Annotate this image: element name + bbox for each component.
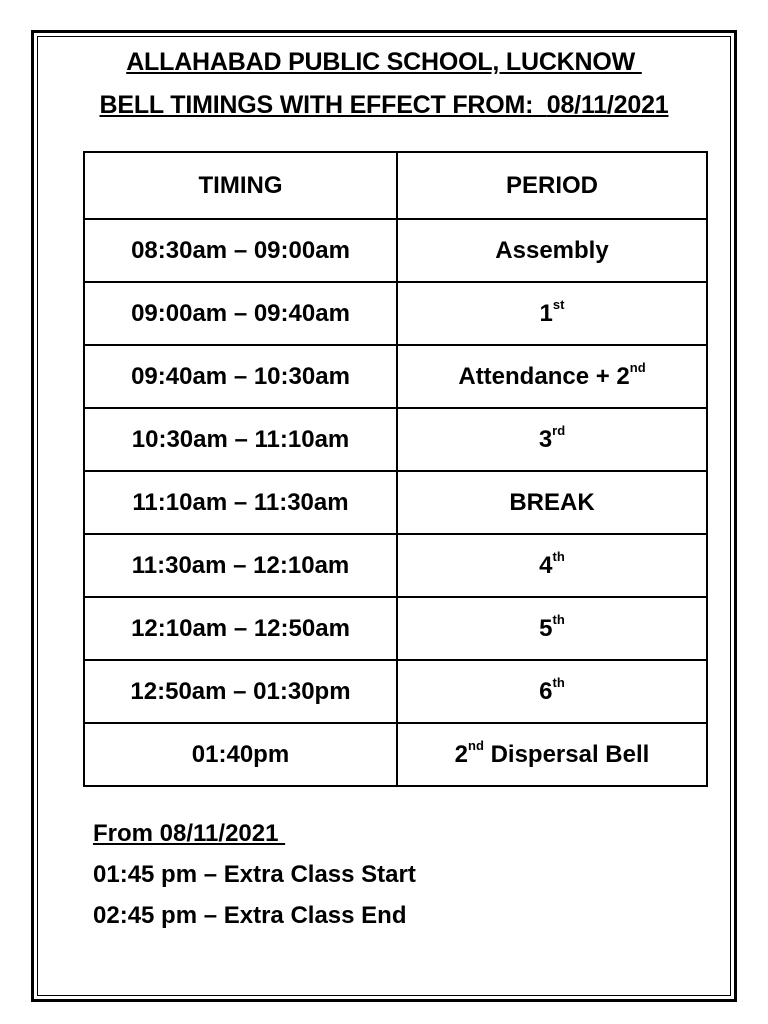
period-pre: 6 — [539, 677, 553, 705]
period-sup: th — [552, 674, 565, 690]
effective-date: 08/11/2021 — [546, 91, 669, 119]
column-header-timing: TIMING — [84, 152, 397, 219]
period-cell — [397, 723, 707, 786]
period-cell — [397, 471, 707, 534]
period-pre: 5 — [539, 614, 553, 642]
period-sup: th — [552, 548, 565, 564]
table-row — [84, 219, 707, 282]
table-row — [84, 282, 707, 345]
period-pre: Attendance + 2 — [458, 362, 630, 390]
timing-cell: 01:40pm — [84, 723, 397, 786]
notes-title: From 08/11/2021 — [93, 820, 286, 847]
table-row — [84, 723, 707, 786]
table-row — [84, 534, 707, 597]
period-sup: rd — [552, 422, 566, 438]
bell-timings-heading — [37, 91, 731, 120]
period-sup: nd — [629, 359, 646, 375]
timing-cell: 11:10am – 11:30am — [84, 471, 397, 534]
timing-cell: 11:30am – 12:10am — [84, 534, 397, 597]
timing-cell: 08:30am – 09:00am — [84, 219, 397, 282]
extra-class-notes — [93, 817, 416, 940]
period-cell — [397, 408, 707, 471]
note-line: 01:45 pm – Extra Class Start — [93, 861, 416, 888]
period-cell — [397, 219, 707, 282]
period-post: Dispersal Bell — [483, 740, 650, 768]
school-name-heading: ALLAHABAD PUBLIC SCHOOL, LUCKNOW — [126, 48, 642, 76]
period-pre: 3 — [538, 425, 553, 453]
column-header-period: PERIOD — [397, 152, 707, 219]
period-sup: th — [552, 611, 565, 627]
period-cell — [397, 597, 707, 660]
period-sup: st — [552, 296, 565, 312]
period-pre: 2 — [454, 740, 469, 768]
period-cell — [397, 534, 707, 597]
period-pre: 1 — [539, 299, 553, 327]
period-pre: 4 — [539, 551, 553, 579]
table-row — [84, 471, 707, 534]
bell-timings-label: BELL TIMINGS WITH EFFECT FROM: — [99, 91, 547, 119]
table-header-row — [84, 152, 707, 219]
timing-cell: 09:00am – 09:40am — [84, 282, 397, 345]
bell-timings-table — [83, 151, 708, 787]
timing-cell: 09:40am – 10:30am — [84, 345, 397, 408]
table-row — [84, 408, 707, 471]
table-row — [84, 345, 707, 408]
period-sup: nd — [468, 737, 484, 753]
period-post: BREAK — [509, 488, 595, 516]
timing-cell: 10:30am – 11:10am — [84, 408, 397, 471]
period-cell — [397, 345, 707, 408]
timing-cell: 12:50am – 01:30pm — [84, 660, 397, 723]
table-row — [84, 597, 707, 660]
period-cell — [397, 660, 707, 723]
period-cell — [397, 282, 707, 345]
period-post: Assembly — [495, 236, 609, 264]
note-line: 02:45 pm – Extra Class End — [93, 902, 407, 929]
timing-cell: 12:10am – 12:50am — [84, 597, 397, 660]
table-row — [84, 660, 707, 723]
